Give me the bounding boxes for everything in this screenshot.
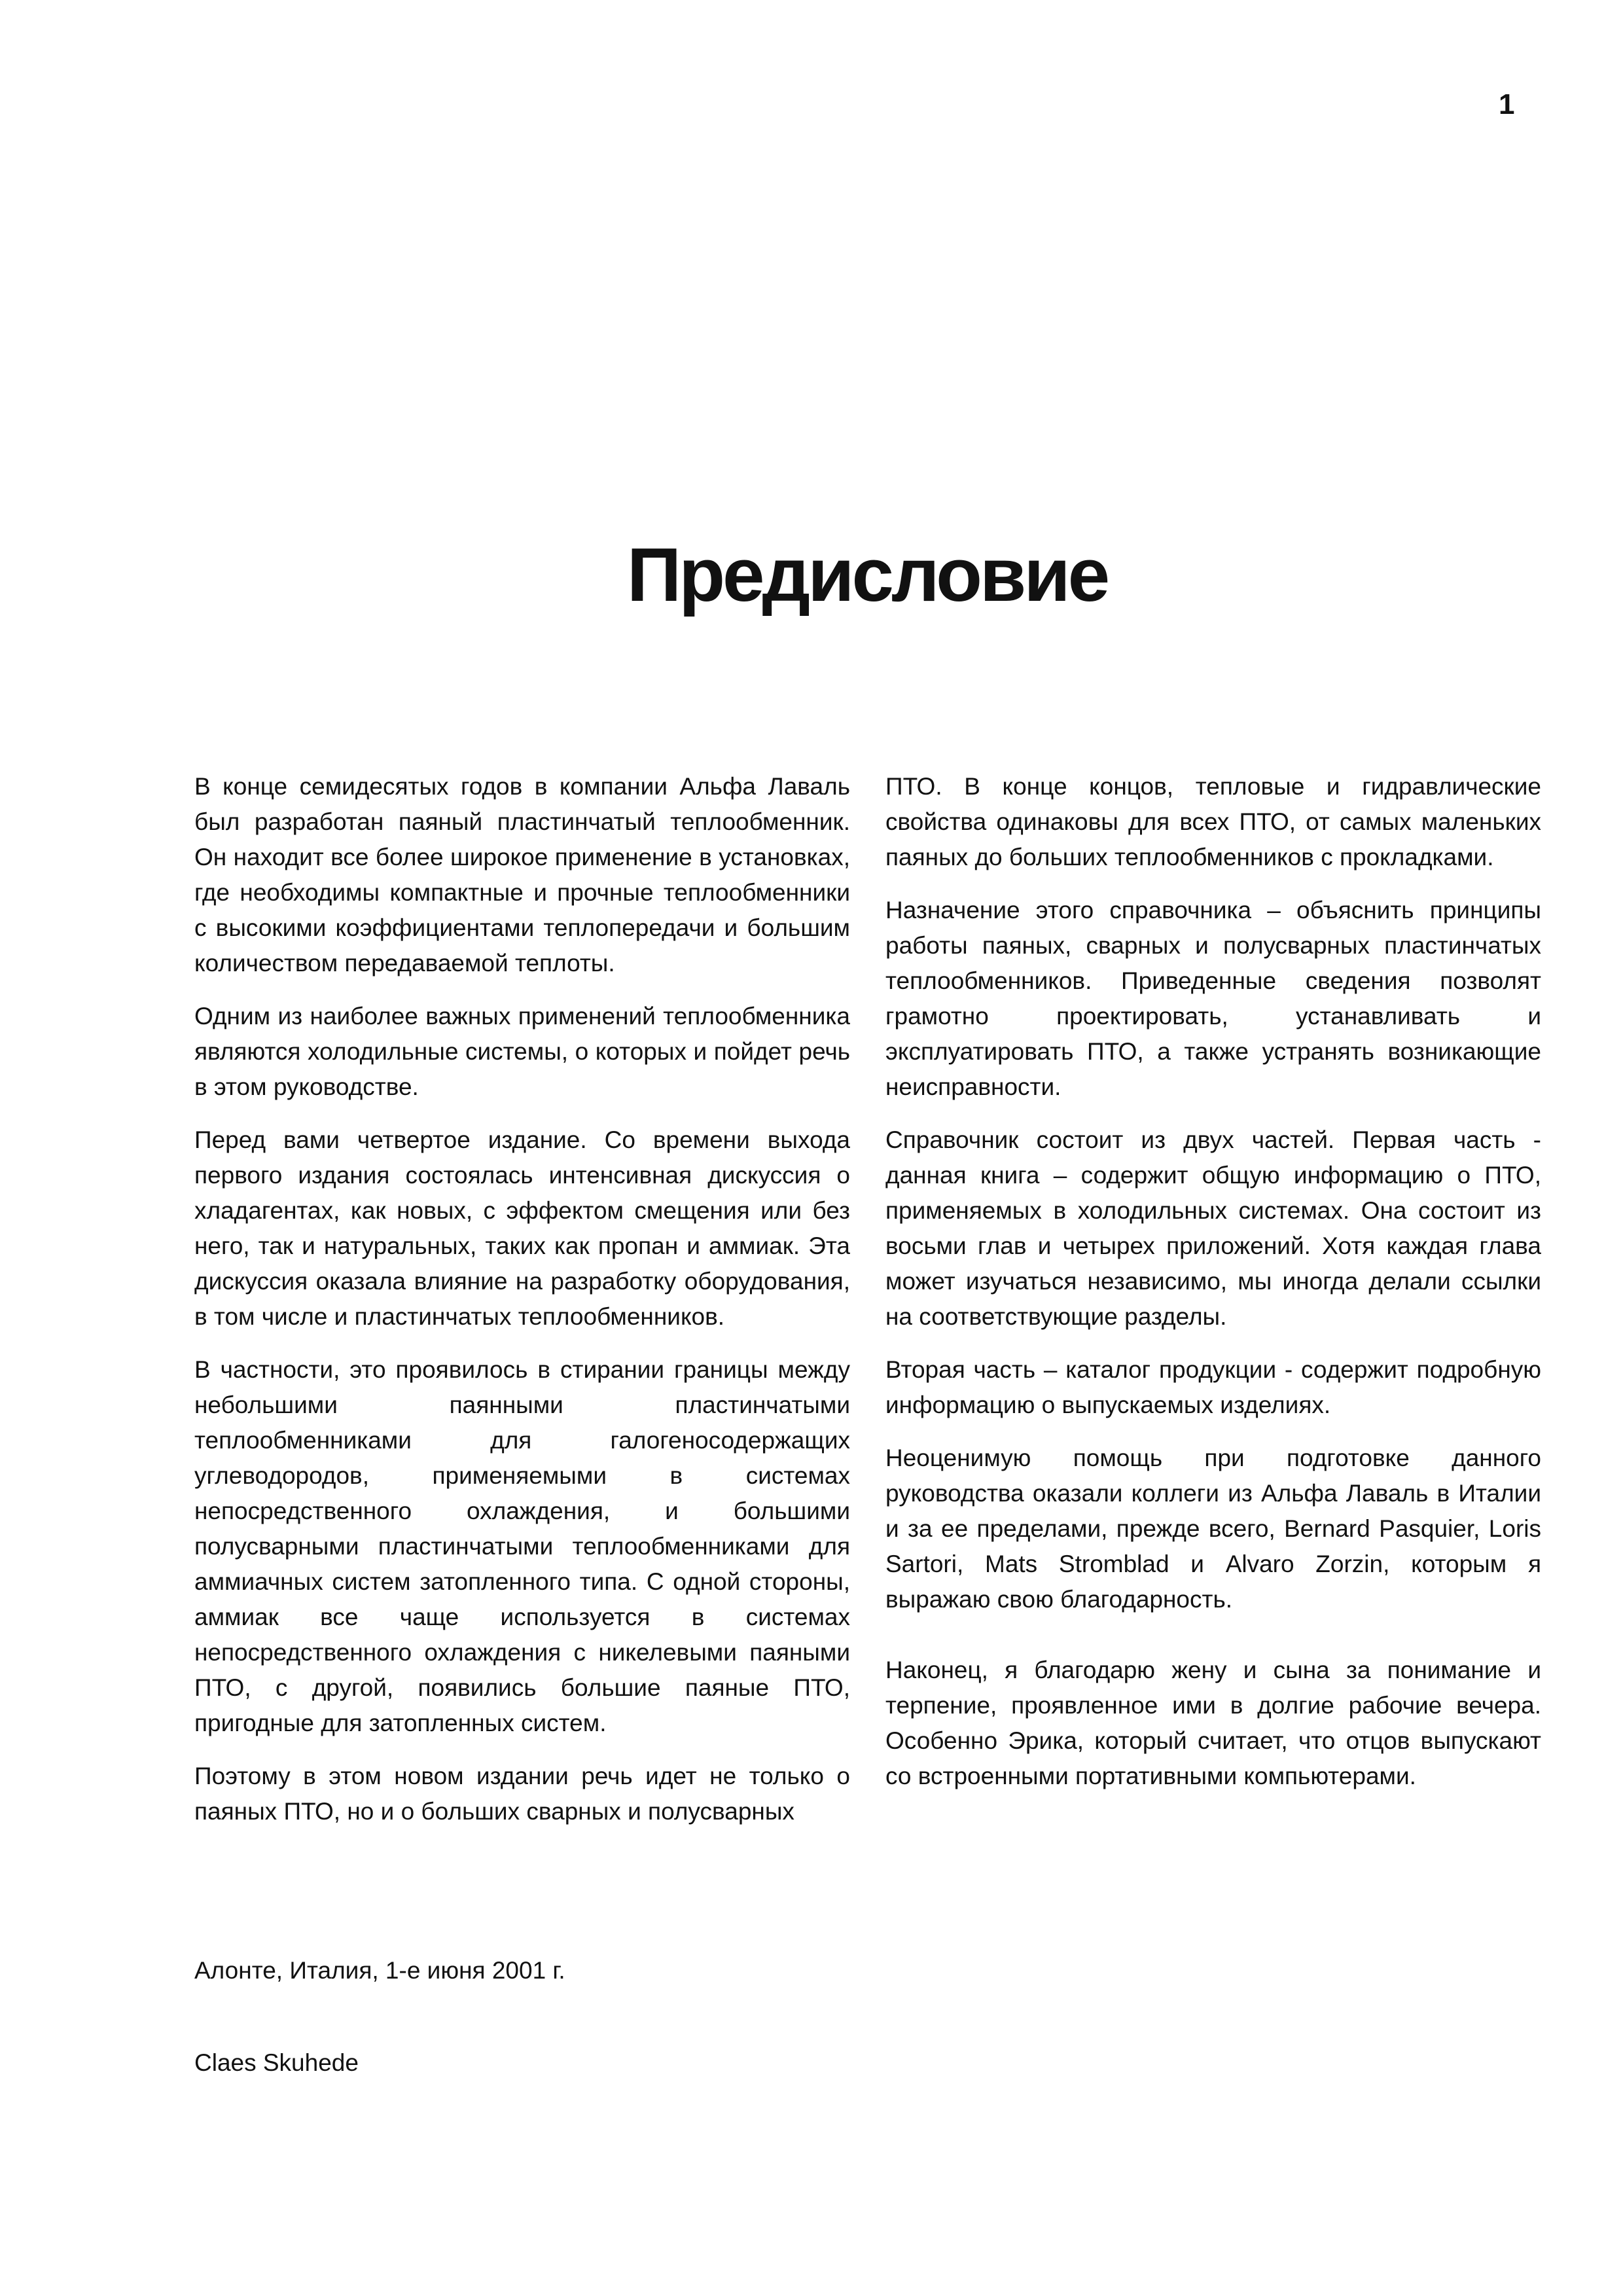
signature: Claes Skuhede <box>194 2049 359 2076</box>
paragraph: Назначение этого справочника – объяснить принципы работы паяных, сварных и полусварных пластинчатых теплообменников. Приведенные сведения позволят грамотно проектировать, устанавливать и эксплуатировать ПТО, а также устранять возникающие неисправности. <box>885 897 1541 1100</box>
right-column <box>885 769 1541 1812</box>
page-title: Предисловие <box>626 531 1108 617</box>
page-number: 1 <box>1499 88 1515 120</box>
paragraph: Вторая часть – каталог продукции - содержит подробную информацию о выпускаемых изделиях. <box>885 1356 1541 1418</box>
paragraph: Наконец, я благодарю жену и сына за понимание и терпение, проявленное ими в долгие рабочие вечера. Особенно Эрика, который считает, что отцов выпускают со встроенными портативными компьютерами. <box>885 1657 1541 1789</box>
paragraph: В частности, это проявилось в стирании границы между небольшими паянными пластинчатыми теплообменниками для галогеносодержащих углеводородов, применяемыми в системах непосредственного охлаждения, и большими полусварными пластинчатыми теплообменниками для аммиачных систем затопленного типа. С одной стороны, аммиак все чаще используется в системах непосредственного охлаждения с никелевыми паяными ПТО, с другой, появились большие паяные ПТО, пригодные для затопленных систем. <box>194 1356 850 1736</box>
paragraph: Справочник состоит из двух частей. Первая часть - данная книга – содержит общую информацию о ПТО, применяемых в холодильных системах. Она состоит из восьми глав и четырех приложений. Хотя каждая глава может изучаться независимо, мы иногда делали ссылки на соответствующие разделы. <box>885 1126 1541 1330</box>
paragraph: Одним из наиболее важных применений теплообменника являются холодильные системы, о которых и пойдет речь в этом руководстве. <box>194 1003 850 1100</box>
paragraph: В конце семидесятых годов в компании Альфа Лаваль был разработан паяный пластинчатый теплообменник. Он находит все более широкое применение в установках, где необходимы компактные и прочные теплообменники с высокими коэффициентами теплопередачи и большим количеством передаваемой теплоты. <box>194 773 850 977</box>
date-line: Алонте, Италия, 1-е июня 2001 г. <box>194 1957 565 1984</box>
paragraph: Поэтому в этом новом издании речь идет не только о паяных ПТО, но и о больших сварных и полусварных <box>194 1763 850 1825</box>
left-column <box>194 769 850 1847</box>
paragraph: Неоценимую помощь при подготовке данного руководства оказали коллеги из Альфа Лаваль в Италии и за ее пределами, прежде всего, Bernard Pasquier, Loris Sartori, Mats Stromblad и Alvaro Zorzin, которым я выражаю свою благодарность. <box>885 1444 1541 1613</box>
paragraph: Перед вами четвертое издание. Со времени выхода первого издания состоялась интенсивная дискуссия о хладагентах, как новых, с эффектом смещения или без него, так и натуральных, таких как пропан и аммиак. Эта дискуссия оказала влияние на разработку оборудования, в том числе и пластинчатых теплообменников. <box>194 1126 850 1330</box>
paragraph: ПТО. В конце концов, тепловые и гидравлические свойства одинаковы для всех ПТО, от самых маленьких паяных до больших теплообменников с прокладками. <box>885 773 1541 870</box>
